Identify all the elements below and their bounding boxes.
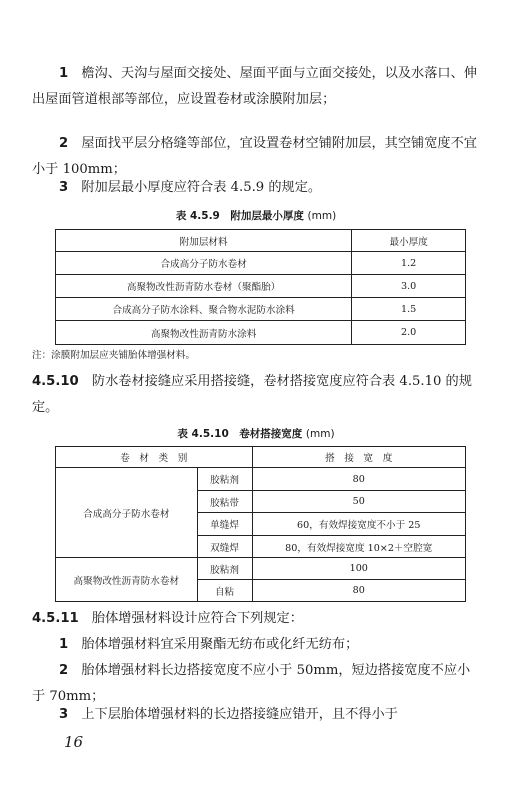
cell-width: 80 [252,468,466,491]
table-4-5-9 [55,229,466,345]
cell-method: 胶粘剂 [197,468,252,491]
cell-thickness: 1.2 [352,252,466,275]
table-header-row [56,447,466,468]
cell-method: 胶粘带 [197,491,252,513]
cell-material: 高聚物改性沥青防水涂料 [56,321,352,345]
clause-number: 3 [59,707,69,722]
cell-method: 单缝焊 [197,513,252,536]
cell-method: 自粘 [197,580,252,602]
clause-6 [32,702,480,728]
clause-text: 上下层胎体增强材料的长边搭接缝应错开，且不得小于 [81,707,398,722]
clause-number: 2 [59,136,69,151]
cell-method: 双缝焊 [197,536,252,558]
caption-title: 表 4.5.10 卷材搭接宽度 [177,428,303,440]
cell-method: 胶粘剂 [197,558,252,580]
table-row [56,275,466,298]
cell-width: 80 [252,580,466,602]
table-header-row [56,230,466,252]
clause-text: 檐沟、天沟与屋面交接处、屋面平面与立面交接处，以及水落口、伸出屋面管道根部等部位，应设置卷材或涂膜附加层； [32,66,477,107]
header-width: 搭 接 宽 度 [252,447,466,468]
clause-text: 附加层最小厚度应符合表 4.5.9 的规定。 [81,180,322,195]
cell-material: 合成高分子防水卷材 [56,252,352,275]
table-row [56,321,466,345]
cell-material: 高聚物改性沥青防水卷材（聚酯胎） [56,275,352,298]
section-number: 4.5.11 [32,611,79,626]
page-number: 16 [64,733,84,751]
clause-number: 1 [59,66,69,81]
table-row [56,252,466,275]
caption-unit: (mm) [305,428,335,440]
cell-thickness: 1.5 [352,298,466,321]
section-4-5-10 [32,369,480,421]
cell-thickness: 3.0 [352,275,466,298]
table-note: 注：涂膜附加层应夹铺胎体增强材料。 [32,350,196,361]
clause-number: 3 [59,180,69,195]
section-4-5-11 [32,606,480,632]
section-number: 4.5.10 [32,374,79,389]
clause-1 [32,61,480,113]
table-row [56,298,466,321]
clause-text: 屋面找平层分格缝等部位，宜设置卷材空铺附加层，其空铺宽度不宜小于 100mm； [32,136,477,177]
table-row [56,558,466,580]
table-4-5-10-caption [32,426,480,441]
clause-number: 1 [59,637,69,652]
header-category: 卷 材 类 别 [56,447,253,468]
cell-width: 50 [252,491,466,513]
caption-unit: (mm) [307,210,337,222]
clause-text: 胎体增强材料宜采用聚酯无纺布或化纤无纺布； [81,637,359,652]
cell-width: 100 [252,558,466,580]
cell-width: 60，有效焊接宽度不小于 25 [252,513,466,536]
cell-thickness: 2.0 [352,321,466,345]
cell-category: 合成高分子防水卷材 [56,468,198,558]
header-thickness: 最小厚度 [352,230,466,252]
clause-text: 胎体增强材料长边搭接宽度不应小于 50mm，短边搭接宽度不应小于 70mm； [32,663,471,704]
section-text: 防水卷材接缝应采用搭接缝，卷材搭接宽度应符合表 4.5.10 的规定。 [32,374,472,415]
table-row [56,468,466,491]
table-4-5-9-caption [32,208,480,223]
header-material: 附加层材料 [56,230,352,252]
table-4-5-10 [55,446,466,602]
clause-number: 2 [59,663,69,678]
clause-4 [32,632,480,658]
clause-3 [32,175,480,201]
cell-material: 合成高分子防水涂料、聚合物水泥防水涂料 [56,298,352,321]
cell-width: 80，有效焊接宽度 10×2＋空腔宽 [252,536,466,558]
caption-title: 表 4.5.9 附加层最小厚度 [175,210,304,222]
section-text: 胎体增强材料设计应符合下列规定： [91,611,303,626]
cell-category: 高聚物改性沥青防水卷材 [56,558,198,602]
